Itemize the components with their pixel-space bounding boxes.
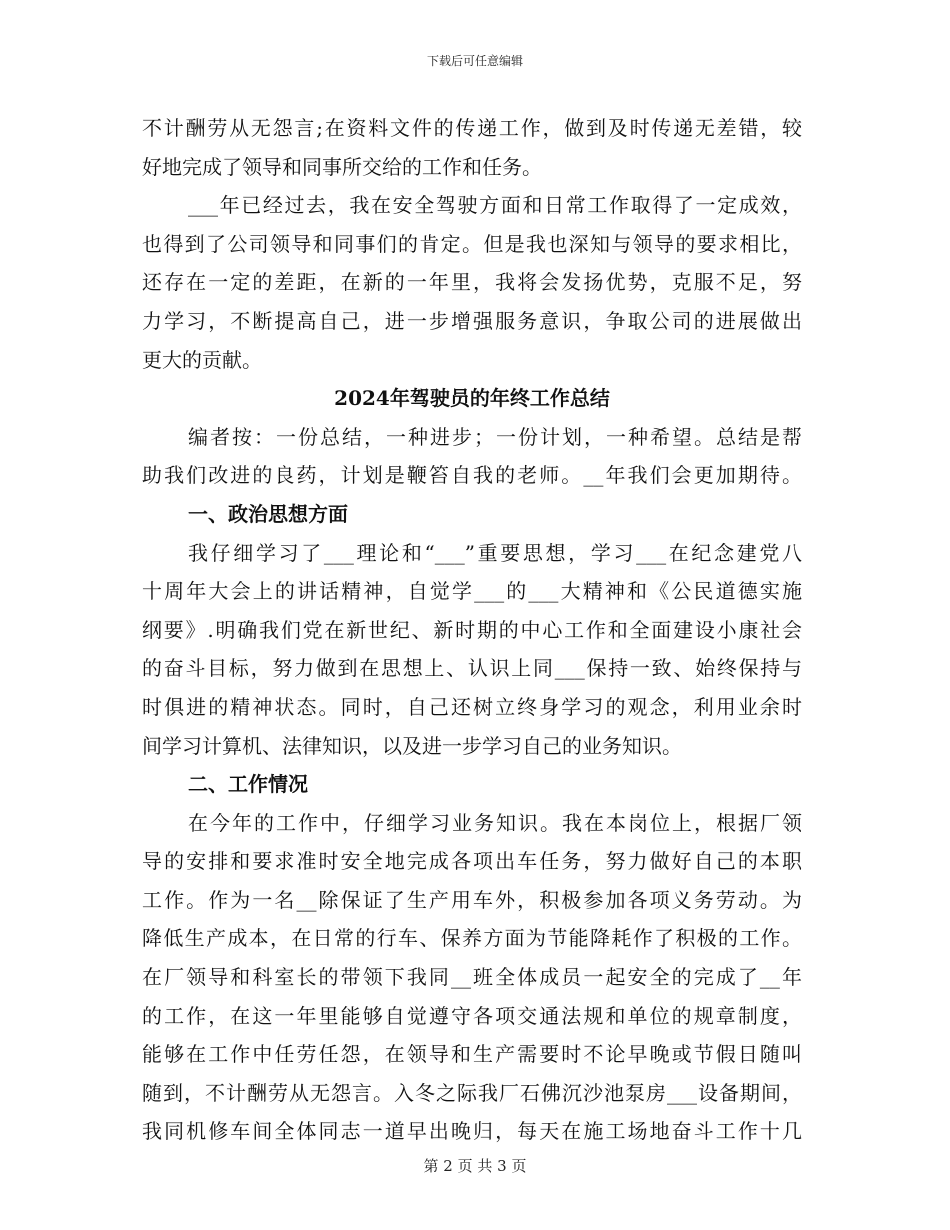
page-number: 第 2 页 共 3 页	[423, 1157, 527, 1175]
text-line: 我仔细学习了___理论和“___”重要思想，学习___在纪念建党八	[188, 540, 802, 565]
text-line: 在今年的工作中，仔细学习业务知识。我在本岗位上，根据厂领	[188, 810, 802, 835]
text-line: 也得到了公司领导和同事们的肯定。但是我也深知与领导的要求相比，	[142, 231, 802, 256]
text-line: 的工作，在这一年里能够自觉遵守各项交通法规和单位的规章制度，	[142, 1003, 802, 1028]
text-line: 还存在一定的差距，在新的一年里，我将会发扬优势，克服不足，努	[142, 270, 802, 295]
text-line: 能够在工作中任劳任怨，在领导和生产需要时不论早晚或节假日随叫	[142, 1042, 802, 1067]
text-line: 助我们改进的良药，计划是鞭笞自我的老师。__年我们会更加期待。	[142, 463, 802, 488]
text-line: 我同机修车间全体同志一道早出晚归，每天在施工场地奋斗工作十几	[142, 1119, 802, 1144]
document-body	[142, 109, 802, 1151]
text-line: 2024年驾驶员的年终工作总结	[334, 386, 610, 411]
text-line: 编者按：一份总结，一种进步；一份计划，一种希望。总结是帮	[188, 424, 802, 449]
text-line: 在厂领导和科室长的带领下我同__班全体成员一起安全的完成了__年	[142, 965, 802, 990]
text-line: 不计酬劳从无怨言;在资料文件的传递工作，做到及时传递无差错，较	[142, 116, 802, 140]
text-line: 十周年大会上的讲话精神，自觉学___的___大精神和《公民道德实施	[142, 579, 802, 604]
text-line: 随到，不计酬劳从无怨言。入冬之际我厂石佛沉沙池泵房___设备期间，	[142, 1080, 802, 1105]
text-line: 间学习计算机、法律知识，以及进一步学习自己的业务知识。	[142, 733, 682, 758]
text-line: 力学习，不断提高自己，进一步增强服务意识，争取公司的进展做出	[142, 308, 802, 333]
text-line: 工作。作为一名__除保证了生产用车外，积极参加各项义务劳动。为	[142, 887, 802, 912]
text-line: 降低生产成本，在日常的行车、保养方面为节能降耗作了积极的工作。	[142, 926, 802, 951]
text-line: ___年已经过去，我在安全驾驶方面和日常工作取得了一定成效，	[188, 193, 802, 218]
text-line: 好地完成了领导和同事所交给的工作和任务。	[142, 154, 542, 179]
text-line: 一、政治思想方面	[188, 501, 348, 526]
text-line: 纲要》.明确我们党在新世纪、新时期的中心工作和全面建设小康社会	[142, 617, 802, 642]
text-line: 导的安排和要求准时安全地完成各项出车任务，努力做好自己的本职	[142, 849, 802, 874]
text-line: 的奋斗目标，努力做到在思想上、认识上同___保持一致、始终保持与	[142, 656, 802, 681]
text-line: 更大的贡献。	[142, 347, 262, 372]
text-line: 二、工作情况	[188, 772, 308, 797]
text-line: 时俱进的精神状态。同时，自己还树立终身学习的观念，利用业余时	[142, 694, 802, 719]
page-header: 下载后可任意编辑	[426, 54, 523, 68]
